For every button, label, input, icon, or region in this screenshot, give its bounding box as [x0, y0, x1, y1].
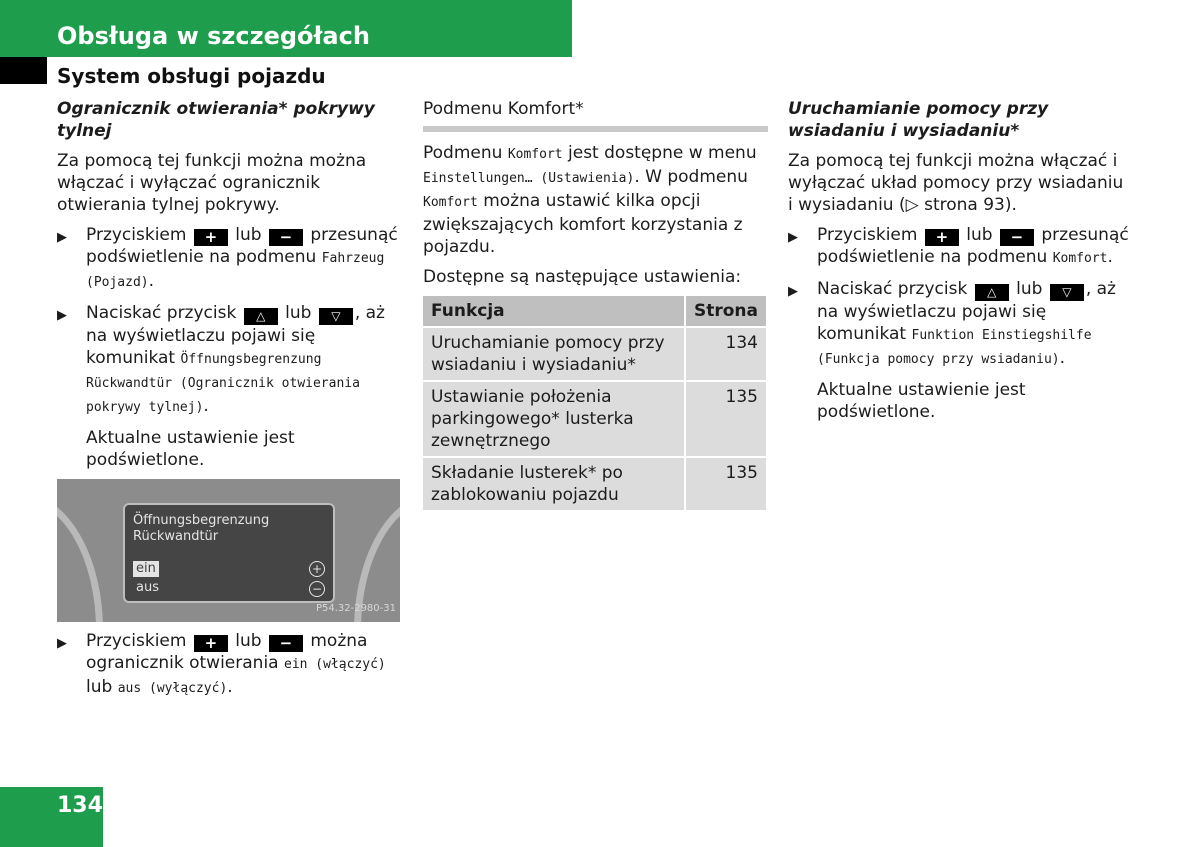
plus-key-icon: +: [194, 229, 228, 246]
table-row: Ustawianie położenia parkingowego* lusterka zewnętrznego 135: [423, 381, 766, 457]
bullet-arrow-icon: ▶: [788, 230, 798, 245]
minus-key-icon: −: [269, 635, 303, 652]
bullet-arrow-icon: ▶: [57, 308, 67, 323]
bullet-arrow-icon: ▶: [57, 636, 67, 651]
note-text: Aktualne ustawienie jest podświetlone.: [86, 428, 295, 470]
available-settings-text: Dostępne są następujące ustawienia:: [423, 267, 742, 287]
list-item: ▶ Naciskać przycisk △ lub ▽ , aż na wyświetlaczu pojawi się komunikat Öffnungsbegrenzung Rückwandtür (Ogranicznik otwierania pokrywy tylnej).: [57, 303, 385, 416]
list-item: ▶ Przyciskiem + lub − można ogranicznik otwierania ein (włączyć) lub aus (wyłączyć).: [57, 631, 386, 697]
list-item: ▶ Przyciskiem + lub − przesunąć podświetlenie na podmenu Komfort.: [788, 225, 1129, 267]
note-text: Aktualne ustawienie jest podświetlone.: [817, 380, 1026, 422]
minus-circle-icon: −: [309, 581, 325, 597]
image-code: P54.32-2980-31: [315, 603, 396, 614]
section-marker: [0, 57, 47, 84]
option-on: ein: [133, 561, 159, 577]
intro-text: Za pomocą tej funkcji można włączać i wyłączać układ pomocy przy wsiadaniu i wysiadaniu (▷ strona 93).: [788, 151, 1124, 215]
bullet-arrow-icon: ▶: [57, 230, 67, 245]
plus-circle-icon: +: [309, 561, 325, 577]
bullet-arrow-icon: ▶: [788, 284, 798, 299]
intro-text: Za pomocą tej funkcji można można włączać i wyłączać ogranicznik otwierania tylnej pokrywy.: [57, 151, 367, 215]
plus-key-icon: +: [925, 229, 959, 246]
table-row: Uruchamianie pomocy przy wsiadaniu i wysiadaniu* 134: [423, 327, 766, 381]
plus-key-icon: +: [194, 635, 228, 652]
comfort-intro: Podmenu Komfort jest dostępne w menu Einstellungen… (Ustawienia). W podmenu Komfort można ustawić kilka opcji zwiększających komfort korzystania z pojazdu.: [423, 143, 757, 257]
left-gauge-arc: [57, 493, 103, 622]
column-right: [788, 98, 1133, 431]
instrument-display-image: [57, 479, 400, 622]
heading-tailgate-limiter: Ogranicznik otwierania* pokrywy tylnej: [57, 99, 375, 141]
up-key-icon: △: [975, 284, 1009, 301]
col-header-function: Funkcja: [423, 296, 685, 327]
option-off: aus: [136, 580, 159, 595]
table-row: Składanie lusterek* po zablokowaniu pojazdu 135: [423, 457, 766, 510]
list-item: ▶ Naciskać przycisk △ lub ▽ , aż na wyświetlaczu pojawi się komunikat Funktion Einstiegshilfe (Funkcja pomocy przy wsiadaniu).: [788, 279, 1116, 368]
settings-table: [423, 296, 766, 510]
down-key-icon: ▽: [1050, 284, 1084, 301]
list-item: ▶ Przyciskiem + lub − przesunąć podświetlenie na podmenu Fahrzeug (Pojazd).: [57, 225, 398, 291]
column-middle: [423, 98, 768, 510]
up-key-icon: △: [244, 308, 278, 325]
section-title: System obsługi pojazdu: [57, 64, 326, 88]
column-left: [57, 98, 402, 708]
display-screen: Öffnungsbegrenzung Rückwandtür ein aus + −: [123, 503, 335, 603]
minus-key-icon: −: [269, 229, 303, 246]
down-key-icon: ▽: [319, 308, 353, 325]
heading-comfort-submenu: Podmenu Komfort*: [423, 98, 768, 132]
table-header-row: [423, 296, 766, 327]
page-header-title: Obsługa w szczegółach: [57, 22, 370, 50]
heading-entry-assist: Uruchamianie pomocy przy wsiadaniu i wysiadaniu*: [788, 99, 1049, 141]
page-number: 134: [57, 793, 103, 818]
minus-key-icon: −: [1000, 229, 1034, 246]
col-header-page: Strona: [685, 296, 766, 327]
